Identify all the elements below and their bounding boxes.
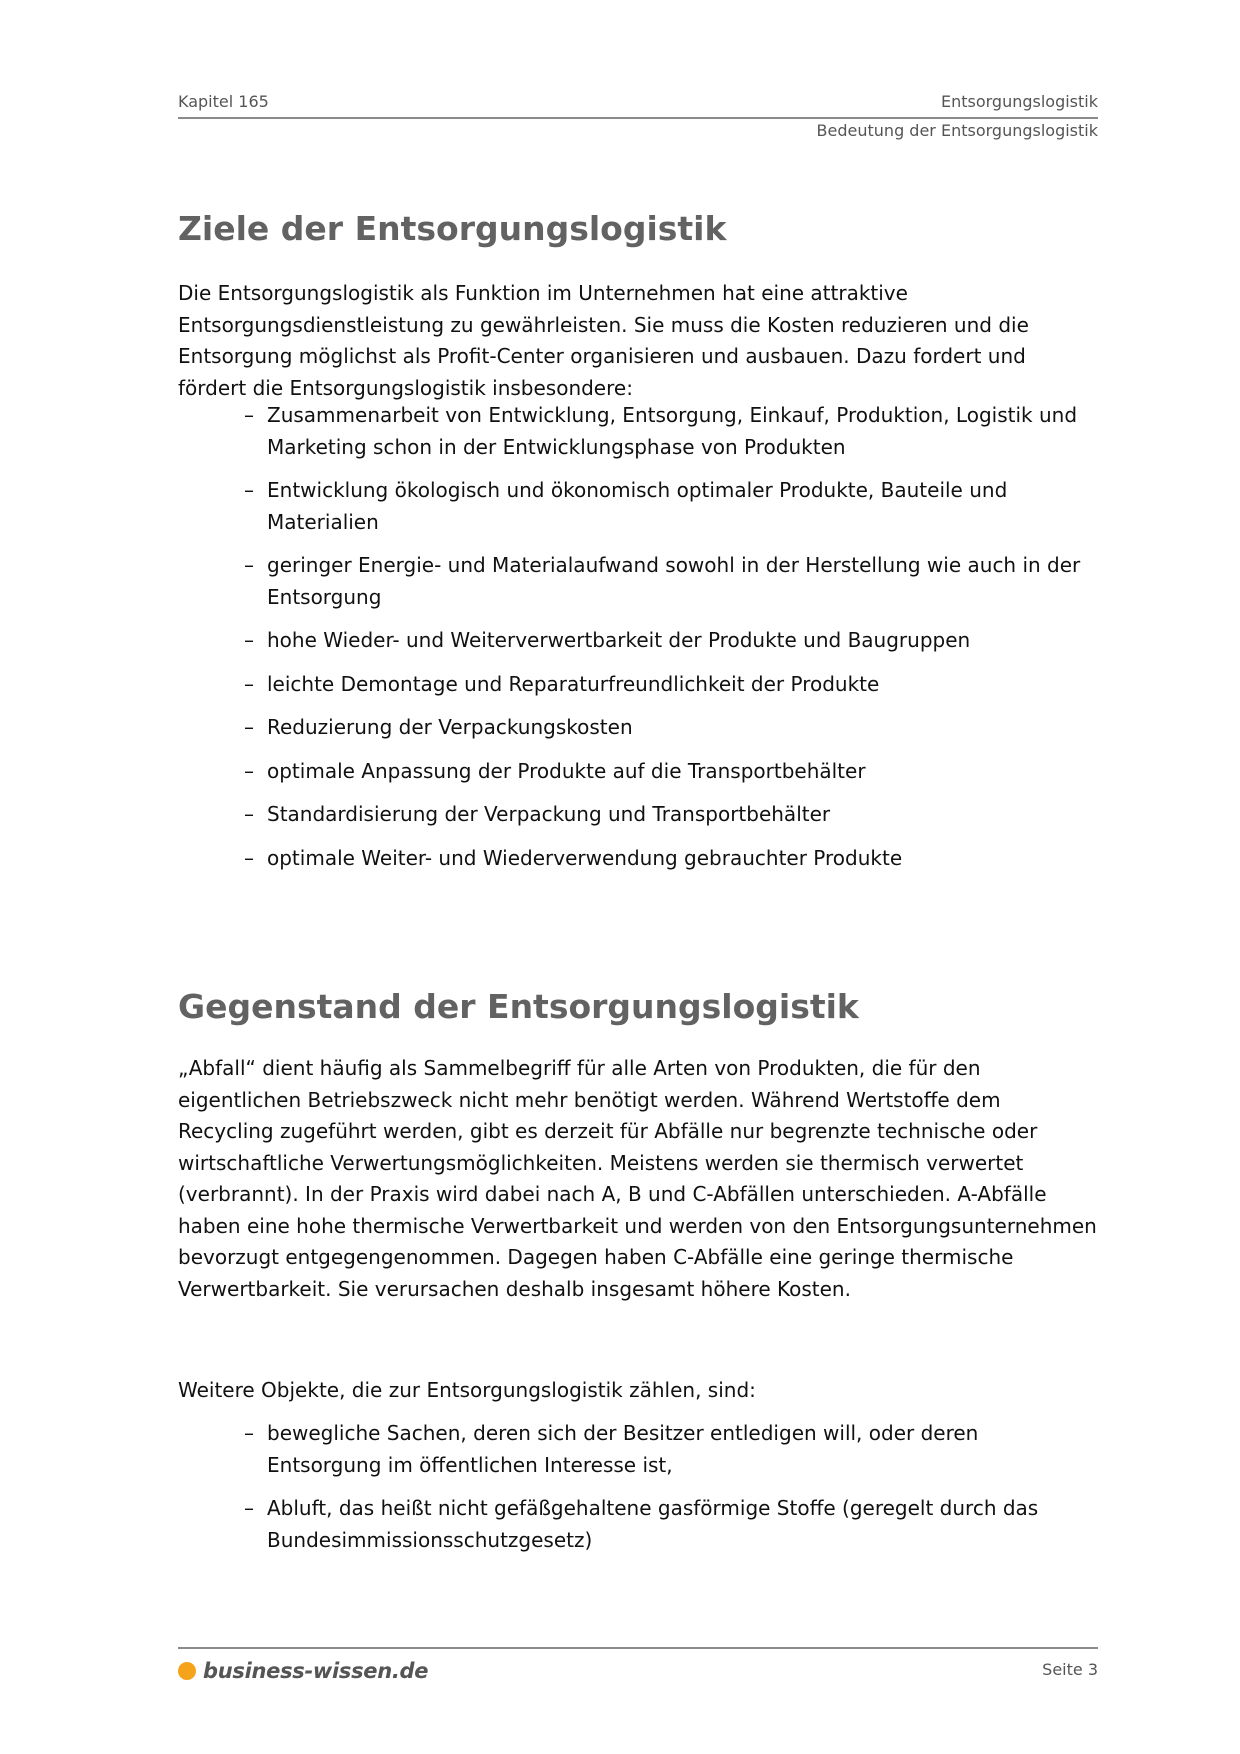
list-item [178, 400, 1098, 463]
list-item-text: geringer Energie- und Materialaufwand sowohl in der Herstellung wie auch in der Entsorgung [267, 553, 1081, 609]
dash-marker: – [244, 478, 254, 502]
dash-marker: – [244, 628, 254, 652]
header-subtitle: Bedeutung der Entsorgungslogistik [816, 121, 1098, 140]
list-item-text: optimale Weiter- und Wiederverwendung gebrauchter Produkte [267, 845, 903, 870]
dash-marker: – [244, 403, 254, 427]
list-item-text: bewegliche Sachen, deren sich der Besitzer entledigen will, oder deren Entsorgung im öffentlichen Interesse ist, [267, 1421, 979, 1477]
dash-marker: – [244, 845, 254, 870]
list-item [178, 550, 1098, 613]
header-chapter: Kapitel 165 [178, 92, 269, 111]
list-item-text: optimale Anpassung der Produkte auf die Transportbehälter [267, 758, 866, 783]
dash-marker: – [244, 671, 254, 696]
dash-marker: – [244, 758, 254, 783]
footer-rule [178, 1647, 1098, 1649]
subject-list-intro: Weitere Objekte, die zur Entsorgungslogistik zählen, sind: [178, 1378, 756, 1402]
dash-marker: – [244, 1421, 254, 1445]
dash-marker: – [244, 802, 254, 826]
list-item-text: leichte Demontage und Reparaturfreundlichkeit der Produkte [267, 671, 880, 696]
list-item [178, 625, 1098, 657]
list-item-text: Abluft, das heißt nicht gefäßgehaltene gasförmige Stoffe (geregelt durch das Bundesimmissionsschutzgesetz) [267, 1496, 1039, 1552]
header-rule [178, 117, 1098, 119]
goals-list [178, 400, 1098, 886]
section-heading-goals: Ziele der Entsorgungslogistik [178, 209, 727, 248]
list-item [178, 712, 1098, 744]
list-item [178, 475, 1098, 538]
list-item [178, 756, 1098, 788]
goals-intro-paragraph: Die Entsorgungslogistik als Funktion im Unternehmen hat eine attraktive Entsorgungsdienstleistung zu gewährleisten. Sie muss die Kosten reduzieren und die Entsorgung möglichst als Profit-Center organisieren und ausbauen. Dazu fordert und fördert die Entsorgungslogistik insbesondere: [178, 281, 1029, 400]
objects-list [178, 1418, 1098, 1568]
dash-marker: – [244, 1496, 254, 1520]
list-item-text: hohe Wieder- und Weiterverwertbarkeit der Produkte und Baugruppen [267, 628, 971, 652]
logo-text: business-wissen.de [203, 1659, 429, 1683]
brand-logo[interactable] [178, 1656, 428, 1686]
list-item-text: Zusammenarbeit von Entwicklung, Entsorgung, Einkauf, Produktion, Logistik und Marketing schon in der Entwicklungsphase von Produkten [267, 403, 1078, 459]
dash-marker: – [244, 715, 254, 739]
list-item-text: Reduzierung der Verpackungskosten [267, 715, 633, 739]
list-item [178, 1493, 1098, 1556]
list-item-text: Standardisierung der Verpackung und Transportbehälter [267, 802, 831, 826]
section-heading-subject: Gegenstand der Entsorgungslogistik [178, 987, 859, 1026]
subject-paragraph: „Abfall“ dient häufig als Sammelbegriff für alle Arten von Produkten, die für den eigentlichen Betriebszweck nicht mehr benötigt werden. Während Wertstoffe dem Recycling zugeführt werden, gibt es derzeit für Abfälle nur begrenzte technische oder wirtschaftliche Verwertungsmöglichkeiten. Meistens werden sie thermisch verwertet (verbrannt). In der Praxis wird dabei nach A, B und C-Abfällen unterschieden. A-Abfälle haben eine hohe thermische Verwertbarkeit und werden von den Entsorgungsunternehmen bevorzugt entgegengenommen. Dagegen haben C-Abfälle eine geringe thermische Verwertbarkeit. Sie verursachen deshalb insgesamt höhere Kosten. [178, 1056, 1097, 1301]
list-item [178, 669, 1098, 701]
document-page [178, 0, 1098, 1754]
list-item [178, 799, 1098, 831]
list-item [178, 1418, 1098, 1481]
header-title: Entsorgungslogistik [940, 92, 1098, 111]
logo-dot-icon [178, 1662, 196, 1680]
list-item [178, 843, 1098, 875]
list-item-text: Entwicklung ökologisch und ökonomisch optimaler Produkte, Bauteile und Materialien [267, 478, 1008, 534]
page-number: Seite 3 [1042, 1660, 1098, 1679]
dash-marker: – [244, 553, 254, 577]
